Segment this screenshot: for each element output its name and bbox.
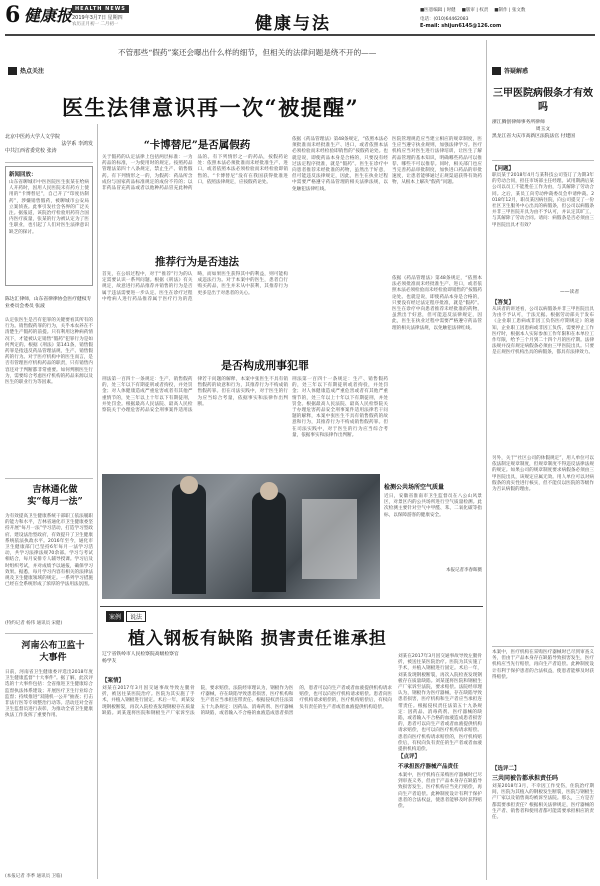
qa-label (492, 66, 528, 75)
comment-title: 不承担医疗器械产品责任 (398, 764, 459, 770)
author-affiliation-1: 北京中医药大学人文学院 (5, 134, 61, 140)
photo-caption (384, 482, 482, 573)
answer-label: 【答复】 (492, 300, 515, 306)
author-name-1: 法学系 李鸿发 (61, 141, 93, 147)
bottom-body-cont: 刘某在2017年3月因交通事故导致左腿骨折，被送往某医院治疗。医院为其实施了手术，并植入钢板进行固定。术后一年，刘某发现钢板断裂，再次入院检查发现钢板存在质量缺陷。刘某遂将医院和钢板生产厂家诉至法院，要求赔偿。法院经审理认为，钢板作为医疗器械，存在缺陷导致患者损害，医疗机构和生产者应当承担连带责任。根据侵权责任法第五十九条规定：因药品、消毒药剂、医疗器械的缺陷，或者输入不合格的血液造成患者损害的，患者可以向生产者或者血液提供机构请求赔偿，也可以向医疗机构请求赔偿。患者向医疗机构请求赔偿的，医疗机构赔偿后，有权向负有责任的生产者或者血液提供机构追偿。 (398, 654, 482, 753)
qa-label-text: 答疑解惑 (504, 68, 529, 75)
newspaper-logo: 健康报 (24, 6, 73, 25)
author-block (5, 134, 93, 155)
focus-label (8, 66, 44, 75)
phone-number: 电话：(010)64462083 (420, 17, 469, 22)
column-rule (486, 40, 487, 880)
photo-caption-text: 近日，安徽省淮南市卫生监督员在八公山风景区，对景区内的公共场所进行空气质量检测。此次检测主要针对空气中甲醛、苯、二氧化碳等指标，以保障游客的健康安全。 (384, 494, 482, 518)
logo-english: HEALTH NEWS (72, 5, 129, 13)
masthead-rule (5, 34, 595, 36)
law-enforcement-photo (102, 474, 380, 599)
bottom-author: 辽宁省铁岭市人民检察院高级检察官 杨学友 (102, 652, 179, 664)
col-a3-heading: 吉林通化做实“每月一法” (27, 485, 83, 507)
col-a4-source: (本报记者 李季 通讯员 卫临) (5, 874, 63, 879)
reader-sign: ——读者 (560, 290, 580, 295)
page-number: 6 (5, 2, 21, 28)
col-a3-body: 为有效提高卫生健康系统干部职工依法履职的能力和水平，吉林省通化市卫生健康委坚持开展“每月一法”学习活动，打造学习型政府、建设法治型政府，有效提升了卫生健康系统依法执政水平。2016年至今，通化市卫生健康部门已坚持6年每月一法学习活动，共学习法律法规70余部。学习与考试相结合，每月安排专人辅导授课。学习后及时组织考试，并对成绩予以通报，确保学习效果。据悉，每月学习内容有相关的法律法规及卫生健康领域的规定。一系列学习措施已经在全系统形成了浓厚的学法用法氛围。 (5, 514, 93, 588)
photo-caption-title: 检测公共场所空气质量 (384, 484, 445, 491)
answer-text: 从该者的讲述看，公司以病假条并非三甲医院出具为由不予认可，于法无据。根据劳动部关于发布《企业职工患病或非因工负伤医疗期规定》的通知，企业职工因患病或非因工负伤，需要停止工作医疗时，根据本人实际参加工作年限和在本单位工作年限，给予三个月到二十四个月的医疗期。法律法规并没有规定病假条必须由三甲医院出具。只要是正规医疗机构出具的病假条，都具有法律效力。 (492, 307, 594, 356)
news-review-text: 山东省聊城市中医医院医生张某在给病人开药时，因用人民医院未有药方上使用的“卡博替尼”，自己开了“印度仿制药”，涉嫌销售假药，被聊城市公安局立案侦查。此事引发社会各界的广泛关注。据报道，该院治疗检验用药符合国内医疗质量，张某的行为被认定为了医生职业，也引起了人们对医生法律意识缺乏的探讨。 (9, 180, 89, 235)
news-review-box (5, 166, 93, 286)
col-a3-source: (特约记者 杨伟 通讯员 宋健) (5, 621, 63, 626)
intro-text: 不管那些“假药”案还会曝出什么样的细节，但相关的法律问题是绕不开的—— (118, 48, 377, 57)
divider (5, 162, 93, 163)
col-b5-body-lower: 依据《药品管理法》第48条规定，“依照本法必须批准而未经批准生产、进口，或者依照本法必须检验而未经检验即销售的”按假药论处。也就是说，即使药品本身是合格的，只要没有经过法定程序批准，就是“假药”。医生在诊疗中向患者推荐未经批准的药物，虽然出于好意，但可能违反法律规定，因此，医生在执业过程中需要严格遵守药品管理的相关法律法规，以免触犯法律红线。 (392, 276, 482, 331)
author-affiliation-2: 中共江西省委党校 张涛 (5, 148, 57, 154)
answer-text-2: 另外，关于“社区公司的休假规定”，用人单位可以依法制定规章制度，但规章制度不得违反法律法规的规定。如果公司的规章制度要求病假条必须由三甲医院出具，该规定应属无效。用人单位可以对病假条的真实性进行核实，但不能仅以医院的等级作为否认病假的理由。 (492, 456, 594, 493)
question-text: 职员某于2018年4月与某科技公司签订了为期3年的劳动合同，担任市场部主任经理。试用期满后某公司以员工不能胜任工作为由，与其解除了劳动合同。之后，某员工向劳动仲裁委员会申请仲裁。2018年12月，职员某因病住院，向公司提交了一份社区卫生服务中心出具的病假条，但公司以病假条并非三甲医院开具为由不予认可，并认定其旷工，与其解除了劳动合同。请问：病假条是否必须由三甲医院出具才有效？ (492, 173, 594, 228)
sub1-body: 关于假药的认定法律上包括两层标准：一为药品的标准，一为使用时的规定。按照药品管理法第四十八条规定，禁止生产、销售假药。有下列情形之一的，为假药：药品所含成份与国家药品标准规定的成份不符的；以非药品冒充药品或者以他种药品冒充此种药品的。有下列情形之一的药品，按假药论处：依照本法必须批准而未经批准生产、进口，或者依照本法必须检验而未经检验即销售的。“卡博替尼”没有在我国获得批准进口，依照法律规定，应按假药论处。 (102, 155, 288, 192)
editor-item: ■制作 | 张文数 (494, 8, 526, 13)
photo-equipment (302, 499, 357, 579)
column-rule (97, 124, 98, 879)
editor-item: ■版审 | 权责 (461, 8, 489, 13)
editor-info (420, 7, 595, 13)
qa-author-affiliation: 浙江腾创律师事务所律师 (492, 120, 545, 125)
question-label: 【问题】 (492, 166, 515, 172)
qa-title: 三甲医院病假条才有效吗 (493, 88, 593, 113)
sub2-title: 推荐行为是否违法 (155, 256, 239, 268)
qa-author-affiliation: 黑龙江省大庆市高新区法院法官 付建国 (492, 133, 576, 139)
focus-label-text: 热点关注 (20, 68, 45, 75)
qa-author-name: 周玉文 (535, 126, 551, 132)
divider (5, 633, 93, 634)
label-square-icon (492, 67, 501, 75)
right-bottom-text: 刘某2018年3月，不幸因工作受伤，住院治疗期间，医院为其植入的钢板发生断裂，医院与钢板生产厂家以及销售商均被诉至法院。那么，三方是否都需要承担责任？根据相关法律规定，医疗器械的生产者、销售者和使用者都可能需要承担相应的责任。 (492, 784, 594, 821)
col-b4-body: 依据《药品管理法》第48条规定，“依照本法必须批准而未经批准生产、进口，或者依照本法必须检验而未经检验即销售的”按假药论处。也就是说，即使药品本身是合格的，只要没有经过法定程序批准，就是“假药”。医生在诊疗中向患者推荐未经批准的药物，虽然出于好意，但可能违反法律规定，因此，医生在执业过程中需要严格遵守药品管理的相关法律法规，以免触犯法律红线。 (292, 137, 388, 192)
divider (492, 646, 594, 647)
case-tag-text-2: 说法 (126, 611, 146, 622)
comment-text: 本案中，医疗机构在采购医疗器械时已尽到审查义务，但由于产品本身存在缺陷导致损害发生，医疗机构应当先行赔偿，再向生产者追偿。此种制度设计有利于保护患者的合法权益，使患者能够及时获得赔偿。 (398, 773, 482, 810)
section-title: 健康与法 (255, 14, 331, 34)
label-square-icon (8, 67, 17, 75)
masthead (0, 0, 600, 40)
bottom-body: 刘某在2017年3月因交通事故导致左腿骨折，被送往某医院治疗。医院为其实施了手术，并植入钢板进行固定。术后一年，刘某发现钢板断裂，再次入院检查发现钢板存在质量缺陷。刘某遂将医院和钢板生产厂家诉至法院，要求赔偿。法院经审理认为，钢板作为医疗器械，存在缺陷导致患者损害，医疗机构和生产者应当承担连带责任。根据侵权责任法第五十九条规定：因药品、消毒药剂、医疗器械的缺陷，或者输入不合格的血液造成患者损害的，患者可以向生产者或者血液提供机构请求赔偿，也可以向医疗机构请求赔偿。患者向医疗机构请求赔偿的，医疗机构赔偿后，有权向负有责任的生产者或者血液提供机构追偿。 (102, 686, 392, 716)
col-a2-author: 陈达汇律师，山东省律律协会医疗健权专业委员会委员 张波 (5, 297, 92, 309)
issue-date: 2019年3月7日 星期四 (72, 15, 123, 21)
main-headline: 医生法律意识再一次“被提醒” (62, 95, 360, 120)
bottom-rule (100, 606, 483, 607)
sub1-title: “卡博替尼”是否属假药 (143, 139, 251, 151)
lunar-date: 农历正月初一 二月初一 (72, 22, 119, 27)
photo-figure (172, 484, 206, 594)
divider (5, 478, 93, 479)
photo-figure (252, 492, 286, 592)
photo-figure (180, 476, 198, 494)
news-review-label: 新闻回放： (9, 172, 37, 178)
right-lower-text: 本案中，医疗机构在采购医疗器械时已尽到审查义务，但由于产品本身存在缺陷导致损害发生，医疗机构应当先行赔偿，再向生产者追偿。此种制度设计有利于保护患者的合法权益，使患者能够及时获得赔偿。 (492, 650, 594, 680)
col-a4-heading: 河南公布卫监十大事件 (21, 641, 85, 663)
editor-item: ■医患编辑 | 时健 (420, 8, 456, 13)
email-address: E-mail: shijun6145@126.com (420, 23, 502, 29)
col-b5-body: 医院管理规范应当建立相应的规章制度，医生应当遵守执业规则，加强法律学习。医疗机构应当对医生进行法律培训，让医生了解药品管理的基本知识，明确哪些药品可以推荐、哪些不可以推荐。同时，相关部门也应当完善药品审批制度，加快进口药品的审批速度，让患者能够通过正规渠道获得有效药物，从根本上解决“假药”问题。 (392, 137, 482, 186)
sub3-body: 刑法第一百四十一条规定：生产、销售假药的，处三年以下有期徒刑或者拘役，并处罚金；对人体健康造成严重危害或者有其他严重情节的，处三年以上十年以下有期徒刑，并处罚金。根据最高人民法院、最高人民检察院关于办理危害药品安全刑事案件适用法律若干问题的解释，本案中张医生不具有销售假药的故意和行为，其推荐行为不构成销售假药罪。但在司法实践中，对于医生的行为应当综合考量，依据事实和法律作出判断。 (102, 377, 288, 414)
sub3-title: 是否构成刑事犯罪 (221, 359, 309, 372)
bottom-headline: 植入钢板有缺陷 损害责任谁承担 (128, 629, 387, 649)
qa-authors (492, 120, 594, 140)
case-label: 【案情】 (102, 678, 125, 684)
col-a2-body: 认定张医生是否有犯罪的关键要看其所有的行为。销售假药罪的行为，关乎本农养在不清楚生产假药的前提。只有利用这种病药情况下，才能被认定销售“假药”犯罪行为是如何判定的。根据《刑法》第141条，销售假药罪是指违反药品管理法规，生产、销售假药的行为。对于医疗机构中的医生而言，是否有管理医疗机构药品的职责，只有销售内容还对于判断都非常重要。如何判断医生行为，需要综合考虑医疗机构的药品来源以及医生的职业行为等因素。 (5, 318, 93, 386)
case-tag-text: 案例 (106, 611, 124, 622)
comment-label: 【点评】 (398, 754, 421, 760)
right-bottom-label: 【选评二】 (492, 766, 520, 772)
divider (492, 160, 594, 161)
photo-credit: 本报记者李春晖摄 (446, 568, 482, 573)
sub2-body: 首先，在公诉过程中，对于“推荐”行为的认定需要认识一系列问题。根据《刑法》有关规定，故意进行药品推荐并销售的行为是否属于违法需要进一步认定。医生在诊疗过程中给病人进行药品推荐属于医疗行为的范畴，而如果医生获得其中的利益，则可能构成违法行为。对于本案中的医生，患者自行购买药品，医生并未从中获利，其推荐行为更多是出于对患者的关心。 (102, 272, 288, 302)
col-a4-body: 日前，河南省卫生健康委评选出2018年度卫生健康监督“十大事件”。据了解，此次评选的十大事件包括：全省推进卫生健康综合监督执法体系建设；开展医疗卫生行业综合监督；持续推进“双随机一公开”抽查；打击非法行医等专项整治行动等。活动还对全省卫生监督员进行表彰，为推动全省卫生健康执法工作发挥了重要作用。 (5, 670, 93, 719)
case-tag (106, 611, 146, 622)
photo-figure (260, 482, 278, 500)
col-b4-body-lower: 刑法第一百四十一条规定：生产、销售假药的，处三年以下有期徒刑或者拘役，并处罚金；对人体健康造成严重危害或者有其他严重情节的，处三年以上十年以下有期徒刑，并处罚金。根据最高人民法院、最高人民检察院关于办理危害药品安全刑事案件适用法律若干问题的解释，本案中张医生不具有销售假药的故意和行为，其推荐行为不构成销售假药罪。但在司法实践中，对于医生的行为应当综合考量，依据事实和法律作出判断。 (292, 377, 388, 438)
right-bottom-title: 三共同被告都承担责任吗 (492, 775, 559, 782)
